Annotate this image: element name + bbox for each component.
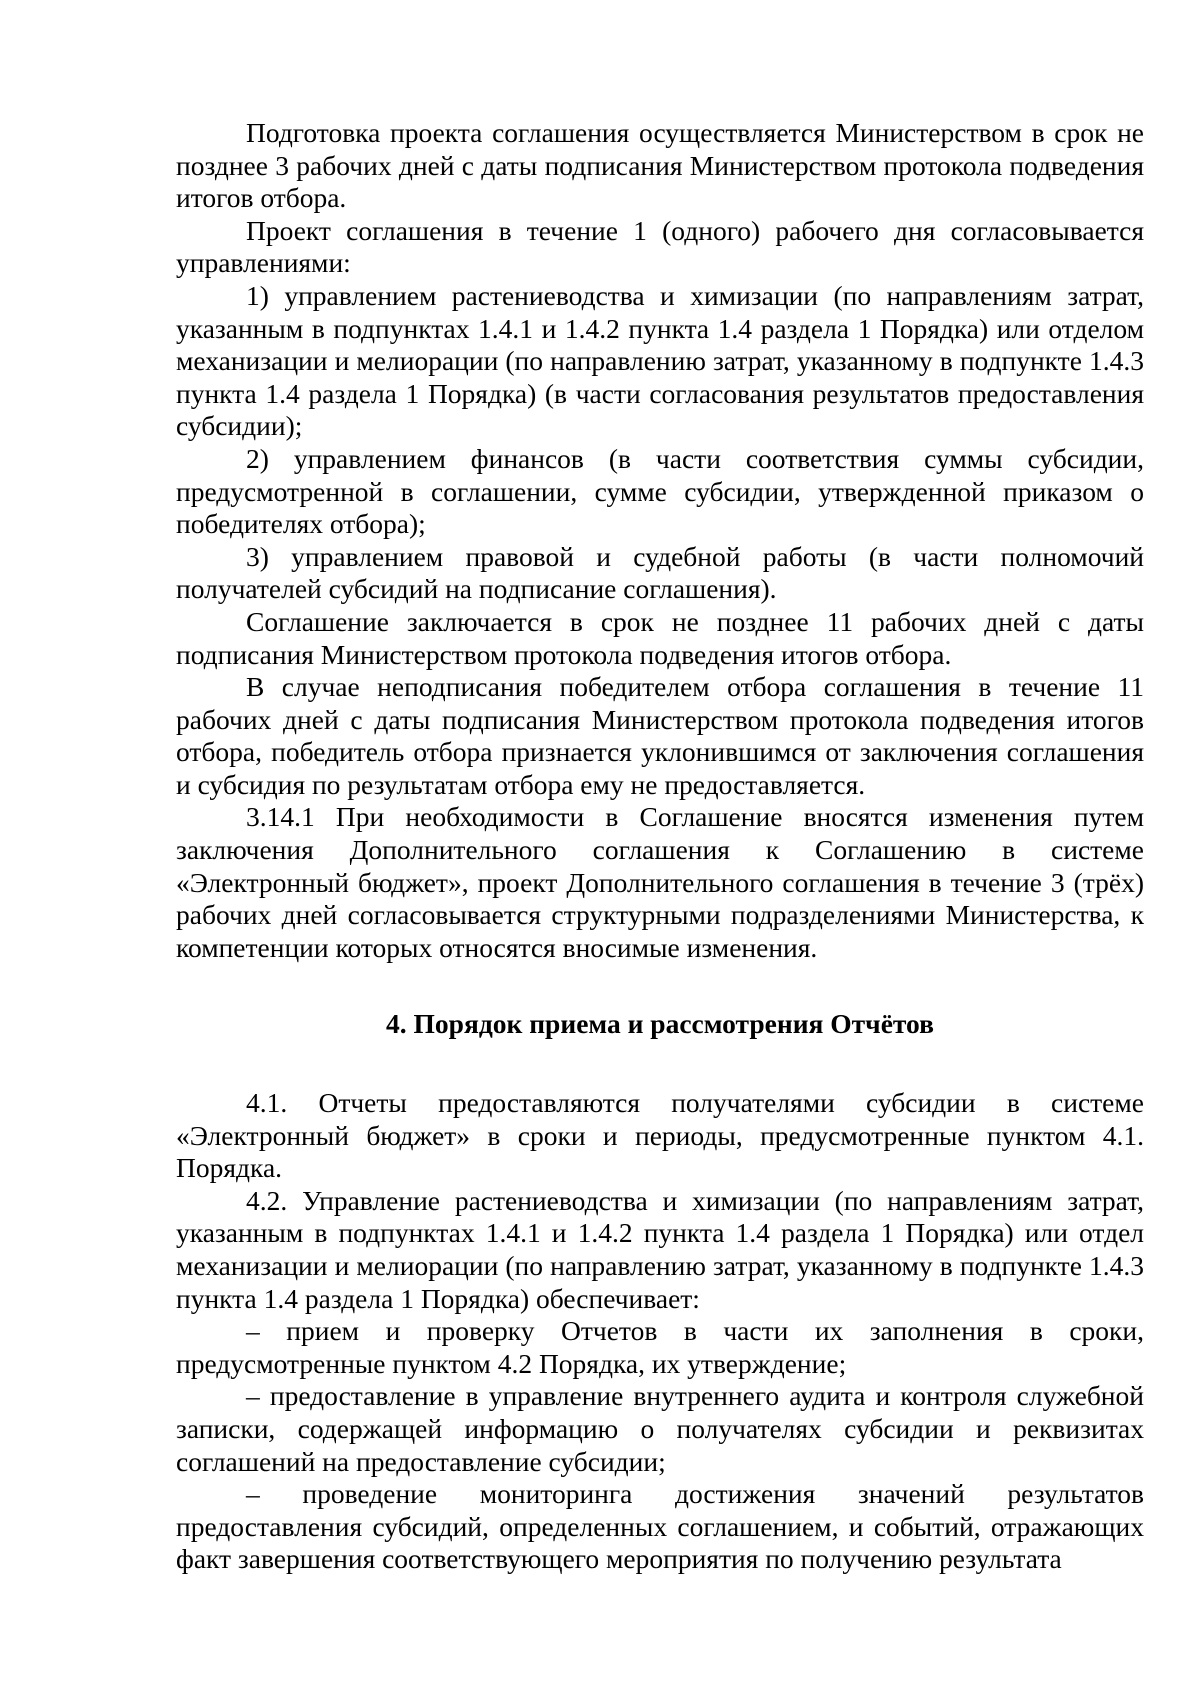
list-item-monitoring: – проведение мониторинга достижения значений результатов предоставления субсидий, определенных соглашением, и событий, отражающих факт завершения соответствующего мероприятия по получению результата xyxy=(176,1478,1144,1575)
section-heading: 4. Порядок приема и рассмотрения Отчётов xyxy=(386,1008,934,1040)
paragraph-preparation-deadline: Подготовка проекта соглашения осуществляется Министерством в срок не позднее 3 рабочих дней с даты подписания Министерством протокола подведения итогов отбора. xyxy=(176,117,1144,214)
paragraph-3-14-1-amendments: 3.14.1 При необходимости в Соглашение вносятся изменения путем заключения Дополнительного соглашения к Соглашению в системе «Электронный бюджет», проект Дополнительного соглашения в течение 3 (трёх) рабочих дней согласовывается структурными подразделениями Министерства, к компетенции которых относятся вносимые изменения. xyxy=(176,801,1144,963)
document-page xyxy=(176,117,1144,1576)
list-item-audit-memo: – предоставление в управление внутреннего аудита и контроля служебной записки, содержащей информацию о получателях субсидии и реквизитах соглашений на предоставление субсидии; xyxy=(176,1380,1144,1477)
list-item-legal-department: 3) управлением правовой и судебной работы (в части полномочий получателей субсидий на подписание соглашения). xyxy=(176,540,1144,605)
list-item-report-acceptance: – прием и проверку Отчетов в части их заполнения в сроки, предусмотренные пунктом 4.2 Порядка, их утверждение; xyxy=(176,1315,1144,1379)
paragraph-approval-by-departments: Проект соглашения в течение 1 (одного) рабочего дня согласовывается управлениями: xyxy=(176,214,1144,279)
list-item-finance-department: 2) управлением финансов (в части соответствия суммы субсидии, предусмотренной в соглашении, сумме субсидии, утвержденной приказом о победителях отбора); xyxy=(176,442,1144,540)
list-item-plant-growing-department: 1) управлением растениеводства и химизации (по направлениям затрат, указанным в подпунктах 1.4.1 и 1.4.2 пункта 1.4 раздела 1 Порядка) или отделом механизации и мелиорации (по направлению затрат, указанному в подпункте 1.4.3 пункта 1.4 раздела 1 Порядка) (в части согласования результатов предоставления субсидии); xyxy=(176,279,1144,442)
paragraph-4-1: 4.1. Отчеты предоставляются получателями субсидии в системе «Электронный бюджет» в сроки и периоды, предусмотренные пунктом 4.1. Порядка. xyxy=(176,1087,1144,1184)
paragraph-agreement-deadline: Соглашение заключается в срок не позднее 11 рабочих дней с даты подписания Министерством протокола подведения итогов отбора. xyxy=(176,605,1144,670)
paragraph-4-2: 4.2. Управление растениеводства и химизации (по направлениям затрат, указанным в подпунктах 1.4.1 и 1.4.2 пункта 1.4 раздела 1 Порядка) или отдел механизации и мелиорации (по направлению затрат, указанному в подпункте 1.4.3 пункта 1.4 раздела 1 Порядка) обеспечивает: xyxy=(176,1184,1144,1314)
paragraph-winner-evasion: В случае неподписания победителем отбора соглашения в течение 11 рабочих дней с даты подписания Министерством протокола подведения итогов отбора, победитель отбора признается уклонившимся от заключения соглашения и субсидия по результатам отбора ему не предоставляется. xyxy=(176,671,1144,800)
